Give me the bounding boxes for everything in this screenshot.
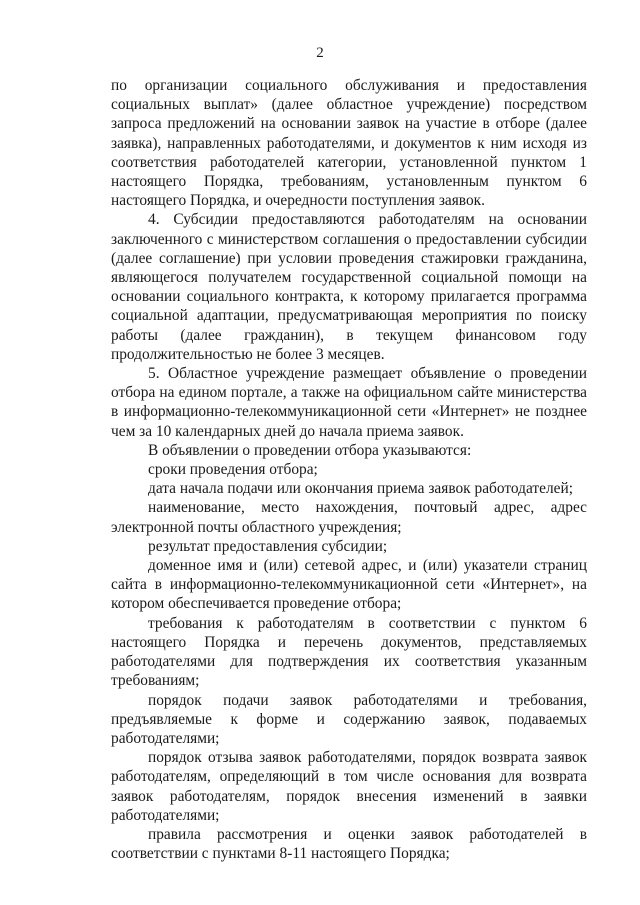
list-item-evaluation-rules: правила рассмотрения и оценки заявок работодателей в соответствии с пунктами 8-11 настоящего Порядка;	[111, 825, 587, 863]
list-item-selection-dates: сроки проведения отбора;	[148, 461, 318, 479]
paragraph-announcement-intro: В объявлении о проведении отбора указываются:	[148, 441, 472, 459]
page-number: 2	[316, 45, 324, 61]
list-item-application-dates: дата начала подачи или окончания приема заявок работодателей;	[148, 480, 573, 498]
paragraph-item-4: 4. Субсидии предоставляются работодателям на основании заключенного с министерством соглашения о предоставлении субсидии (далее соглашение) при условии проведения стажировки гражданина, являющегося получателем государственной социальной помощи на основании социального контракта, к которому прилагается программа социальной адаптации, предусматривающая мероприятия по поиску работы (далее гражданин), в текущем финансовом году продолжительностью не более 3 месяцев.	[111, 211, 587, 363]
list-item-website-address: доменное имя и (или) сетевой адрес, и (или) указатели страниц сайта в информационно-телекоммуникационной сети «Интернет», на котором обеспечивается проведение отбора;	[111, 557, 587, 613]
list-item-employer-requirements: требования к работодателям в соответствии с пунктом 6 настоящего Порядка и перечень документов, представляемых работодателями для подтверждения их соответствия указанным требованиям;	[111, 614, 587, 690]
paragraph-continuation: по организации социального обслуживания и предоставления социальных выплат» (далее областное учреждение) посредством запроса предложений на основании заявок на участие в отборе (далее заявка), направленных работодателями, и документов к ним исходя из соответствия работодателей категории, установленной пунктом 1 настоящего Порядка, требованиям, установленным пунктом 6 настоящего Порядка, и очередности поступления заявок.	[111, 77, 587, 210]
list-item-application-procedure: порядок подачи заявок работодателями и требования, предъявляемые к форме и содержанию заявок, подаваемых работодателями;	[111, 691, 587, 747]
list-item-subsidy-result: результат предоставления субсидии;	[148, 537, 388, 555]
list-item-institution-contacts: наименование, место нахождения, почтовый адрес, адрес электронной почты областного учреждения;	[111, 499, 587, 536]
document-body	[111, 76, 587, 863]
paragraph-item-5: 5. Областное учреждение размещает объявление о проведении отбора на едином портале, а также на официальном сайте министерства в информационно-телекоммуникационной сети «Интернет» не позднее чем за 10 календарных дней до начала приема заявок.	[111, 365, 587, 440]
list-item-withdrawal-procedure: порядок отзыва заявок работодателями, порядок возврата заявок работодателям, определяющий в том числе основания для возврата заявок работодателям, порядок внесения изменений в заявки работодателями;	[111, 749, 587, 824]
